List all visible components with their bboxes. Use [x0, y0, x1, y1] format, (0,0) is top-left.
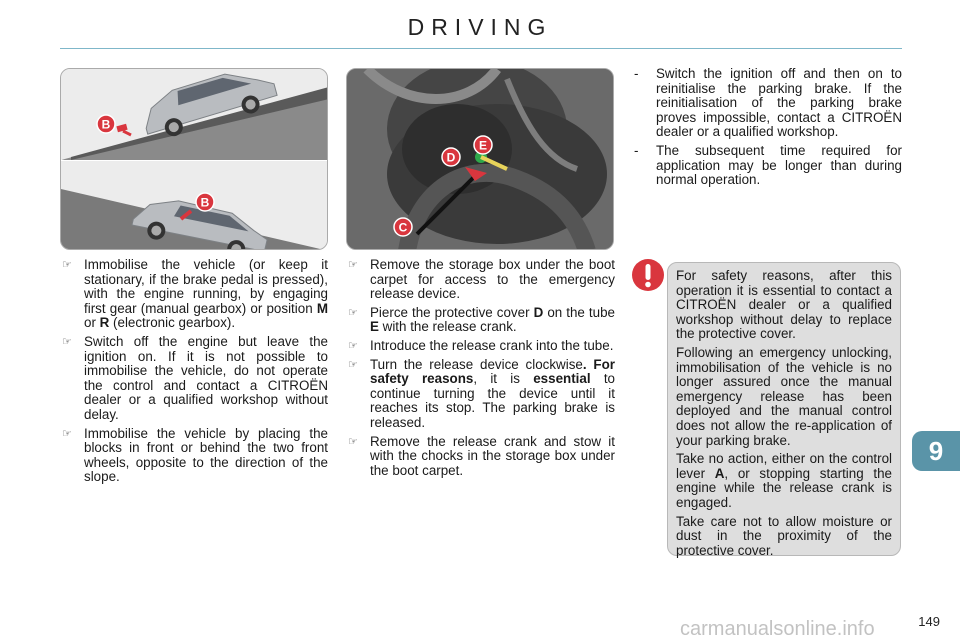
- instruction-item: ☞ Remove the storage box under the boot carpet for access to the emergency release device.: [348, 257, 615, 302]
- pointing-hand-icon: ☞: [62, 335, 72, 348]
- page-number: 149: [918, 614, 940, 629]
- pointing-hand-icon: ☞: [348, 259, 358, 271]
- page-title: DRIVING: [407, 14, 553, 40]
- svg-text:B: B: [200, 195, 210, 210]
- column-immobilise: [62, 258, 328, 489]
- bold-text: R: [99, 315, 110, 331]
- column-release-procedure: [348, 258, 615, 482]
- figure-car-on-slope: [60, 68, 328, 250]
- bold-text: For safety reasons: [370, 356, 615, 387]
- svg-text:B: B: [101, 117, 111, 132]
- warning-icon: [631, 258, 665, 292]
- warning-box: [667, 262, 901, 556]
- figure-label-b-bottom: [196, 193, 214, 211]
- dash-item: - The subsequent time required for application may be longer than during normal operation.: [634, 142, 902, 188]
- pointing-hand-icon: ☞: [62, 427, 72, 440]
- instruction-item: ☞ Immobilise the vehicle by placing the blocks in front or behind the two front wheels, opposite to the direction of the slope.: [62, 425, 328, 485]
- dash-item: - Switch the ignition off and then on to reinitialise the parking brake. If the reinitialisation of the parking brake proves impossible, contact a CITROËN dealer or a qualified workshop.: [634, 66, 902, 140]
- figure-release-device: [346, 68, 614, 250]
- instruction-item: ☞ Switch off the engine but leave the ignition on. If it is not possible to immobilise the vehicle, do not operate the control and contact a CITROËN dealer or a qualified workshop without delay.: [62, 333, 328, 422]
- bold-text: A: [714, 465, 725, 481]
- pointing-hand-icon: ☞: [62, 259, 72, 271]
- dash-marker: -: [634, 66, 639, 81]
- warning-paragraph: Take no action, either on the control lever A, or stopping starting the engine while the release crank is engaged.: [676, 451, 892, 510]
- dash-marker: -: [634, 142, 639, 158]
- warning-paragraph: For safety reasons, after this operation it is essential to contact a CITROËN dealer or a qualified workshop without delay to replace the protective cover.: [676, 268, 892, 342]
- instruction-item: ☞ Immobilise the vehicle (or keep it stationary, if the brake pedal is pressed), with the engine running, by engaging first gear (manual gearbox) or position M or R (electronic gearbox).: [62, 257, 328, 331]
- svg-text:C: C: [398, 220, 408, 235]
- column-reinitialise: [634, 67, 902, 192]
- instruction-item: ☞ Introduce the release crank into the tube.: [348, 337, 614, 353]
- svg-text:E: E: [478, 138, 488, 153]
- figure-label-b-top: [97, 115, 115, 133]
- pointing-hand-icon: ☞: [348, 306, 358, 319]
- watermark: carmanualsonline.info: [680, 618, 875, 640]
- pointing-hand-icon: ☞: [348, 339, 358, 352]
- figure-label-d: [442, 148, 460, 166]
- chapter-tab[interactable]: [912, 431, 960, 471]
- header-divider: [60, 48, 902, 49]
- instruction-item: ☞ Pierce the protective cover D on the tube E with the release crank.: [348, 304, 615, 335]
- pointing-hand-icon: ☞: [348, 358, 358, 371]
- svg-text:D: D: [446, 150, 456, 165]
- pointing-hand-icon: ☞: [348, 435, 358, 448]
- warning-paragraph: Take care not to allow moisture or dust in the proximity of the protective cover.: [676, 513, 892, 558]
- figure-label-c: [394, 218, 412, 236]
- warning-paragraph: Following an emergency unlocking, immobilisation of the vehicle is no longer assured once the manual emergency release has been deployed and the manual control does not allow the re-application of your parking brake.: [676, 344, 892, 448]
- bold-text: essential: [533, 371, 591, 387]
- bold-text: M: [316, 300, 328, 316]
- bold-text: .: [582, 356, 587, 372]
- bold-text: D: [533, 304, 544, 320]
- figure-label-e: [474, 136, 492, 154]
- bold-text: E: [370, 319, 379, 335]
- instruction-item: ☞ Turn the release device clockwise. For safety reasons, it is essential to continue turning the device until it reaches its stop. The parking brake is released.: [348, 356, 615, 430]
- instruction-item: ☞ Remove the release crank and stow it with the chocks in the storage box under the boot carpet.: [348, 433, 615, 478]
- chapter-number: 9: [928, 435, 944, 466]
